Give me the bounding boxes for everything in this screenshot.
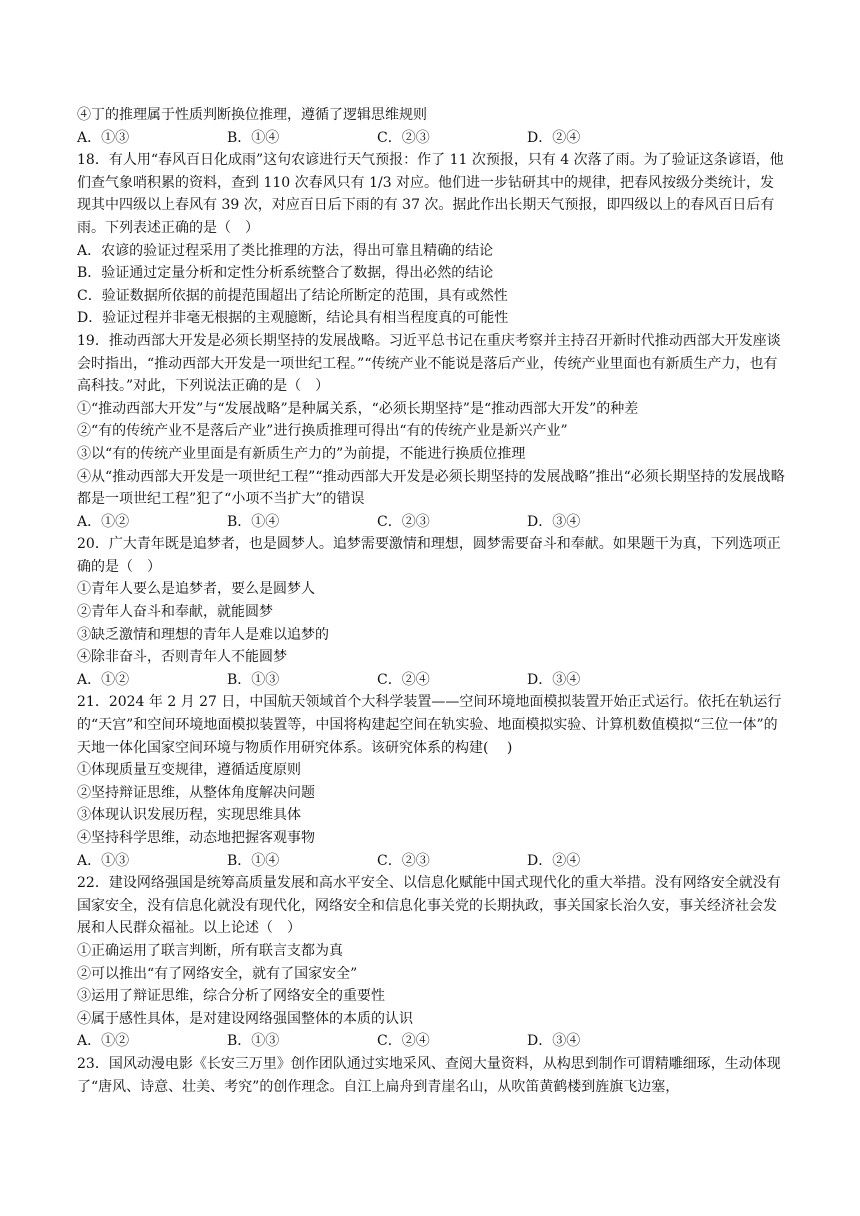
option-b: B．①③ — [227, 1033, 280, 1050]
answer-options — [77, 127, 787, 150]
statement: ④属于感性具体，是对建设网络强国整体的本质的认识 — [77, 1010, 413, 1027]
question-18-choice-a: A．农谚的验证过程采用了类比推理的方法，得出可靠且精确的结论 — [77, 242, 494, 259]
question-20-stem: 20．广大青年既是追梦者，也是圆梦人。追梦需要激情和理想，圆梦需要奋斗和奉献。如果题干为真，下列选项正确的是（ ） — [77, 536, 781, 575]
statement: ④丁的推理属于性质判断换位推理，遵循了逻辑思维规则 — [77, 107, 427, 123]
answer-options — [77, 1030, 787, 1053]
answer-options — [77, 669, 787, 692]
option-d: D．③④ — [527, 671, 581, 688]
statement: ④除非奋斗，否则青年人不能圆梦 — [77, 649, 287, 666]
option-c: C．②③ — [377, 852, 430, 869]
answer-options — [77, 850, 787, 873]
option-d: D．③④ — [527, 1033, 581, 1050]
question-23-stem: 23．国风动漫电影《长安三万里》创作团队通过实地采风、查阅大量资料，从构思到制作可谓精雕细琢，生动体现了“唐风、诗意、壮美、考究”的创作理念。自江上扁舟到青崖名山，从吹笛黄鹤楼到旌旗飞边塞， — [77, 1055, 781, 1095]
statement: ①“推动西部大开发”与“发展战略”是种属关系，“必须长期坚持”是“推动西部大开发”的种差 — [77, 400, 639, 417]
option-a: A．①③ — [77, 129, 130, 146]
option-d: D．②④ — [527, 129, 581, 146]
option-a: A．①② — [77, 671, 130, 688]
statement: ②可以推出“有了网络安全，就有了国家安全” — [77, 965, 358, 982]
statement: ①正确运用了联言判断，所有联言支都为真 — [77, 942, 343, 959]
option-b: B．①④ — [227, 852, 280, 869]
question-18-choice-d: D．验证过程并非毫无根据的主观臆断，结论具有相当程度真的可能性 — [77, 310, 509, 327]
option-b: B．①④ — [227, 129, 280, 146]
option-b: B．①③ — [227, 671, 280, 688]
option-c: C．②③ — [377, 129, 430, 146]
statement: ②青年人奋斗和奉献，就能圆梦 — [77, 604, 273, 621]
question-22-stem: 22．建设网络强国是统筹高质量发展和高水平安全、以信息化赋能中国式现代化的重大举措。没有网络安全就没有国家安全，没有信息化就没有现代化，网络安全和信息化事关党的长期执政，事关国家长治久安，事关经济社会发展和人民群众福祉。以上论述（ ） — [77, 875, 781, 937]
statement: ①青年人要么是追梦者，要么是圆梦人 — [77, 581, 315, 598]
statement: ①体现质量互变规律，遵循适度原则 — [77, 762, 301, 779]
option-c: C．②③ — [377, 513, 430, 530]
statement: ③以“有的传统产业里面是有新质生产力的”为前提，不能进行换质位推理 — [77, 445, 526, 462]
option-c: C．②④ — [377, 1033, 430, 1050]
option-b: B．①④ — [227, 513, 280, 530]
statement: ④坚持科学思维，动态地把握客观事物 — [77, 830, 315, 846]
statement: ②“有的传统产业不是落后产业”进行换质推理可得出“有的传统产业是新兴产业” — [77, 423, 568, 440]
option-a: A．①② — [77, 513, 130, 530]
question-19-stem: 19．推动西部大开发是必须长期坚持的发展战略。习近平总书记在重庆考察并主持召开新时代推动西部大开发座谈会时指出，“推动西部大开发是一项世纪工程。”“传统产业不能说是落后产业，传统产业里面也有新质生产力，也有高科技。”对此，下列说法正确的是（ ） — [77, 332, 781, 395]
option-a: A．①② — [77, 1033, 130, 1050]
statement: ②坚持辩证思维，从整体角度解决问题 — [77, 784, 315, 801]
option-a: A．①③ — [77, 852, 130, 869]
option-c: C．②④ — [377, 671, 430, 688]
question-18-choice-c: C．验证数据所依据的前提范围超出了结论所断定的范围，具有或然性 — [77, 287, 508, 304]
statement: ③体现认识发展历程，实现思维具体 — [77, 807, 301, 824]
answer-options — [77, 511, 787, 534]
exam-content — [77, 104, 787, 1098]
question-18-stem: 18．有人用“春风百日化成雨”这句农谚进行天气预报：作了 11 次预报，只有 4 次落了雨。为了验证这条谚语，他们查气象哨积累的资料，查到 110 次春风只有 1/3 对应。他们进一步钻研其中的规律，把春风按级分类统计，发现其中四级以上春风有 39 次，对应百日后下雨的有 37 次。据此作出长期天气预报，即四级以上的春风百日后有雨。下列表述正确的是（ ） — [77, 152, 784, 236]
question-21-stem: 21．2024 年 2 月 27 日，中国航天领域首个大科学装置——空间环境地面模拟装置开始正式运行。依托在轨运行的“天宫”和空间环境地面模拟装置等，中国将构建起空间在轨实验、地面模拟实验、计算机数值模拟“三位一体”的天地一体化国家空间环境与物质作用研究体系。该研究体系的构建( ) — [77, 694, 782, 756]
statement: ③缺乏激情和理想的青年人是难以追梦的 — [77, 626, 329, 643]
question-18-choice-b: B．验证通过定量分析和定性分析系统整合了数据，得出必然的结论 — [77, 265, 494, 282]
option-d: D．②④ — [527, 852, 581, 869]
statement: ④从“推动西部大开发是一项世纪工程”“推动西部大开发是必须长期坚持的发展战略”推出“必须长期坚持的发展战略都是一项世纪工程”犯了“小项不当扩大”的错误 — [77, 468, 785, 508]
statement: ③运用了辩证思维，综合分析了网络安全的重要性 — [77, 988, 385, 1005]
option-d: D．③④ — [527, 513, 581, 530]
